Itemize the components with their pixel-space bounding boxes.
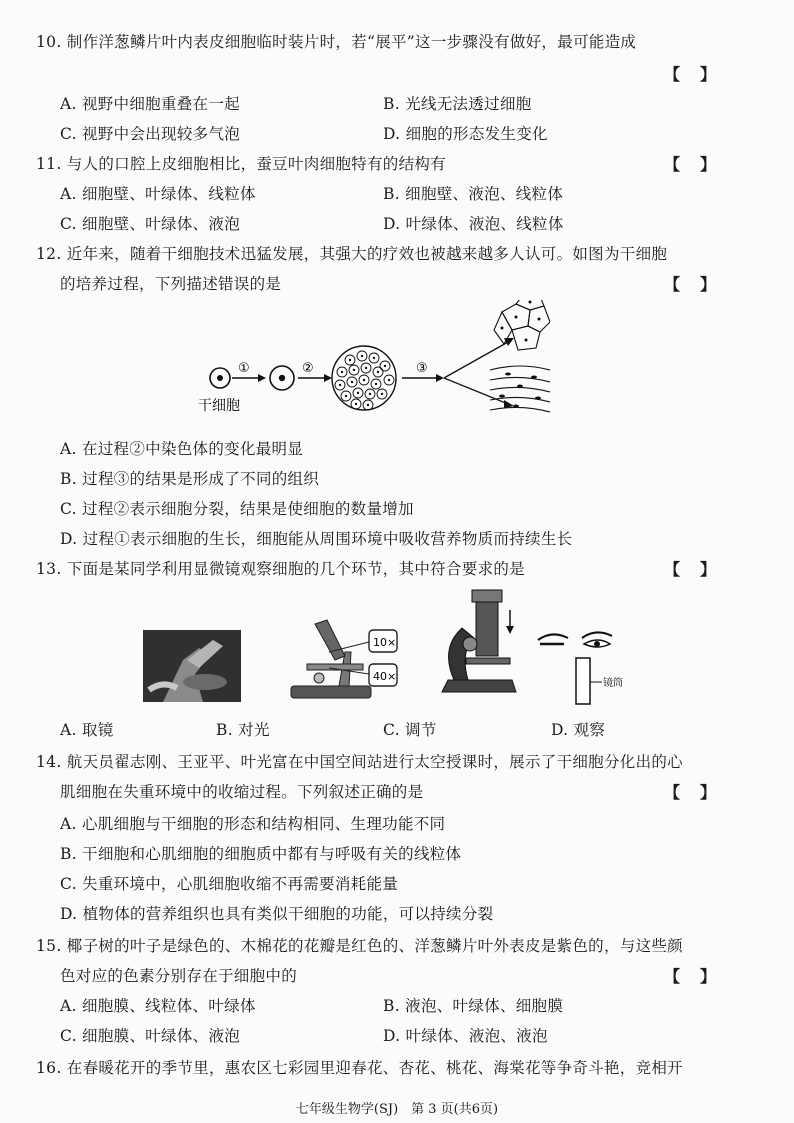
- eyepiece-tube-label: 镜筒: [603, 678, 623, 689]
- q11-option-b: B. 细胞壁、液泡、线粒体: [383, 185, 564, 203]
- eye-right-icon: [582, 632, 612, 647]
- q13-option-a: A. 取镜: [60, 721, 114, 739]
- q13-option-b: B. 对光: [216, 721, 270, 739]
- q14-option-d: D. 植物体的营养组织也具有类似干细胞的功能，可以持续分裂: [60, 905, 494, 923]
- objective-40x-label: 40×: [373, 670, 397, 683]
- cell-cluster-icon: [332, 346, 396, 410]
- arrow-to-tissue1: [444, 342, 508, 378]
- q14-stem-line2: 肌细胞在失重环境中的收缩过程。下列叙述正确的是: [60, 783, 424, 801]
- q10-option-d: D. 细胞的形态发生变化: [383, 125, 548, 143]
- stem-cell-culture-figure: [190, 300, 550, 420]
- microscope-light-alignment-figure: [285, 612, 415, 704]
- q15-option-d: D. 叶绿体、液泡、液泡: [383, 1027, 548, 1045]
- q10-stem: 10. 制作洋葱鳞片叶内表皮细胞临时装片时，若“展平”这一步骤没有做好，最可能造成: [36, 33, 637, 51]
- q11-option-c: C. 细胞壁、叶绿体、液泡: [60, 215, 241, 233]
- q14-answer-bracket: 【 】: [663, 783, 718, 802]
- q13-option-c: C. 调节: [383, 721, 437, 739]
- q13-option-d: D. 观察: [551, 721, 606, 739]
- q12-option-b: B. 过程③的结果是形成了不同的组织: [60, 470, 320, 488]
- q12-stem-line2: 的培养过程，下列描述错误的是: [60, 275, 282, 293]
- q11-option-d: D. 叶绿体、液泡、线粒体: [383, 215, 564, 233]
- q10-option-b: B. 光线无法透过细胞: [383, 95, 532, 113]
- q11-option-a: A. 细胞壁、叶绿体、线粒体: [60, 185, 256, 203]
- q10-option-a: A. 视野中细胞重叠在一起: [60, 95, 240, 113]
- q12-option-a: A. 在过程②中染色体的变化最明显: [60, 440, 304, 458]
- step3-label: ③: [416, 361, 428, 376]
- eye-left-icon: [538, 634, 568, 644]
- q15-stem-line1: 15. 椰子树的叶子是绿色的、木棉花的花瓣是红色的、洋葱鳞片叶外表皮是紫色的，与这些颜: [36, 937, 683, 955]
- q11-answer-bracket: 【 】: [663, 155, 718, 174]
- q13-answer-bracket: 【 】: [663, 560, 718, 579]
- step2-label: ②: [302, 361, 314, 376]
- tissue-elongated-cells-icon: [490, 366, 550, 412]
- q13-stem: 13. 下面是某同学利用显微镜观察细胞的几个环节，其中符合要求的是: [36, 560, 525, 578]
- q10-option-c: C. 视野中会出现较多气泡: [60, 125, 241, 143]
- q12-option-d: D. 过程①表示细胞的生长，细胞能从周围环境中吸收营养物质而持续生长: [60, 530, 573, 548]
- q12-option-c: C. 过程②表示细胞分裂，结果是使细胞的数量增加: [60, 500, 414, 518]
- objective-10x-label: 10×: [373, 636, 397, 649]
- step1-label: ①: [238, 361, 250, 376]
- q15-option-a: A. 细胞膜、线粒体、叶绿体: [60, 997, 256, 1015]
- grown-cell-icon: [270, 366, 294, 390]
- q14-option-c: C. 失重环境中，心肌细胞收缩不再需要消耗能量: [60, 875, 399, 893]
- q15-option-c: C. 细胞膜、叶绿体、液泡: [60, 1027, 241, 1045]
- eyepiece-tube-icon: [576, 658, 590, 704]
- photo-take-microscope: [143, 630, 241, 702]
- arrow-to-tissue2: [444, 378, 508, 404]
- q10-answer-bracket: 【 】: [663, 65, 718, 84]
- q15-stem-line2: 色对应的色素分别存在于细胞中的: [60, 967, 298, 985]
- stem-cell-icon: [210, 368, 230, 388]
- microscope-focus-adjust-figure: [432, 588, 524, 700]
- tissue-polygonal-cells-icon: [494, 300, 550, 350]
- page-footer: 七年级生物学(SJ) 第 3 页(共6页): [295, 1102, 499, 1117]
- stem-cell-label: 干细胞: [198, 398, 240, 414]
- q15-answer-bracket: 【 】: [663, 967, 718, 986]
- q15-option-b: B. 液泡、叶绿体、细胞膜: [383, 997, 564, 1015]
- q12-answer-bracket: 【 】: [663, 275, 718, 294]
- observation-eyes-figure: [532, 622, 652, 710]
- q14-option-b: B. 干细胞和心肌细胞的细胞质中都有与呼吸有关的线粒体: [60, 845, 462, 863]
- q11-stem: 11. 与人的口腔上皮细胞相比，蚕豆叶肉细胞特有的结构有: [36, 155, 446, 173]
- q16-stem: 16. 在春暖花开的季节里，惠农区七彩园里迎春花、杏花、桃花、海棠花等争奇斗艳，竞相开: [36, 1059, 683, 1077]
- q14-option-a: A. 心肌细胞与干细胞的形态和结构相同、生理功能不同: [60, 815, 446, 833]
- q14-stem-line1: 14. 航天员翟志刚、王亚平、叶光富在中国空间站进行太空授课时，展示了干细胞分化出的心: [36, 753, 683, 771]
- q12-stem-line1: 12. 近年来，随着干细胞技术迅猛发展，其强大的疗效也被越来越多人认可。如图为干细胞: [36, 245, 668, 263]
